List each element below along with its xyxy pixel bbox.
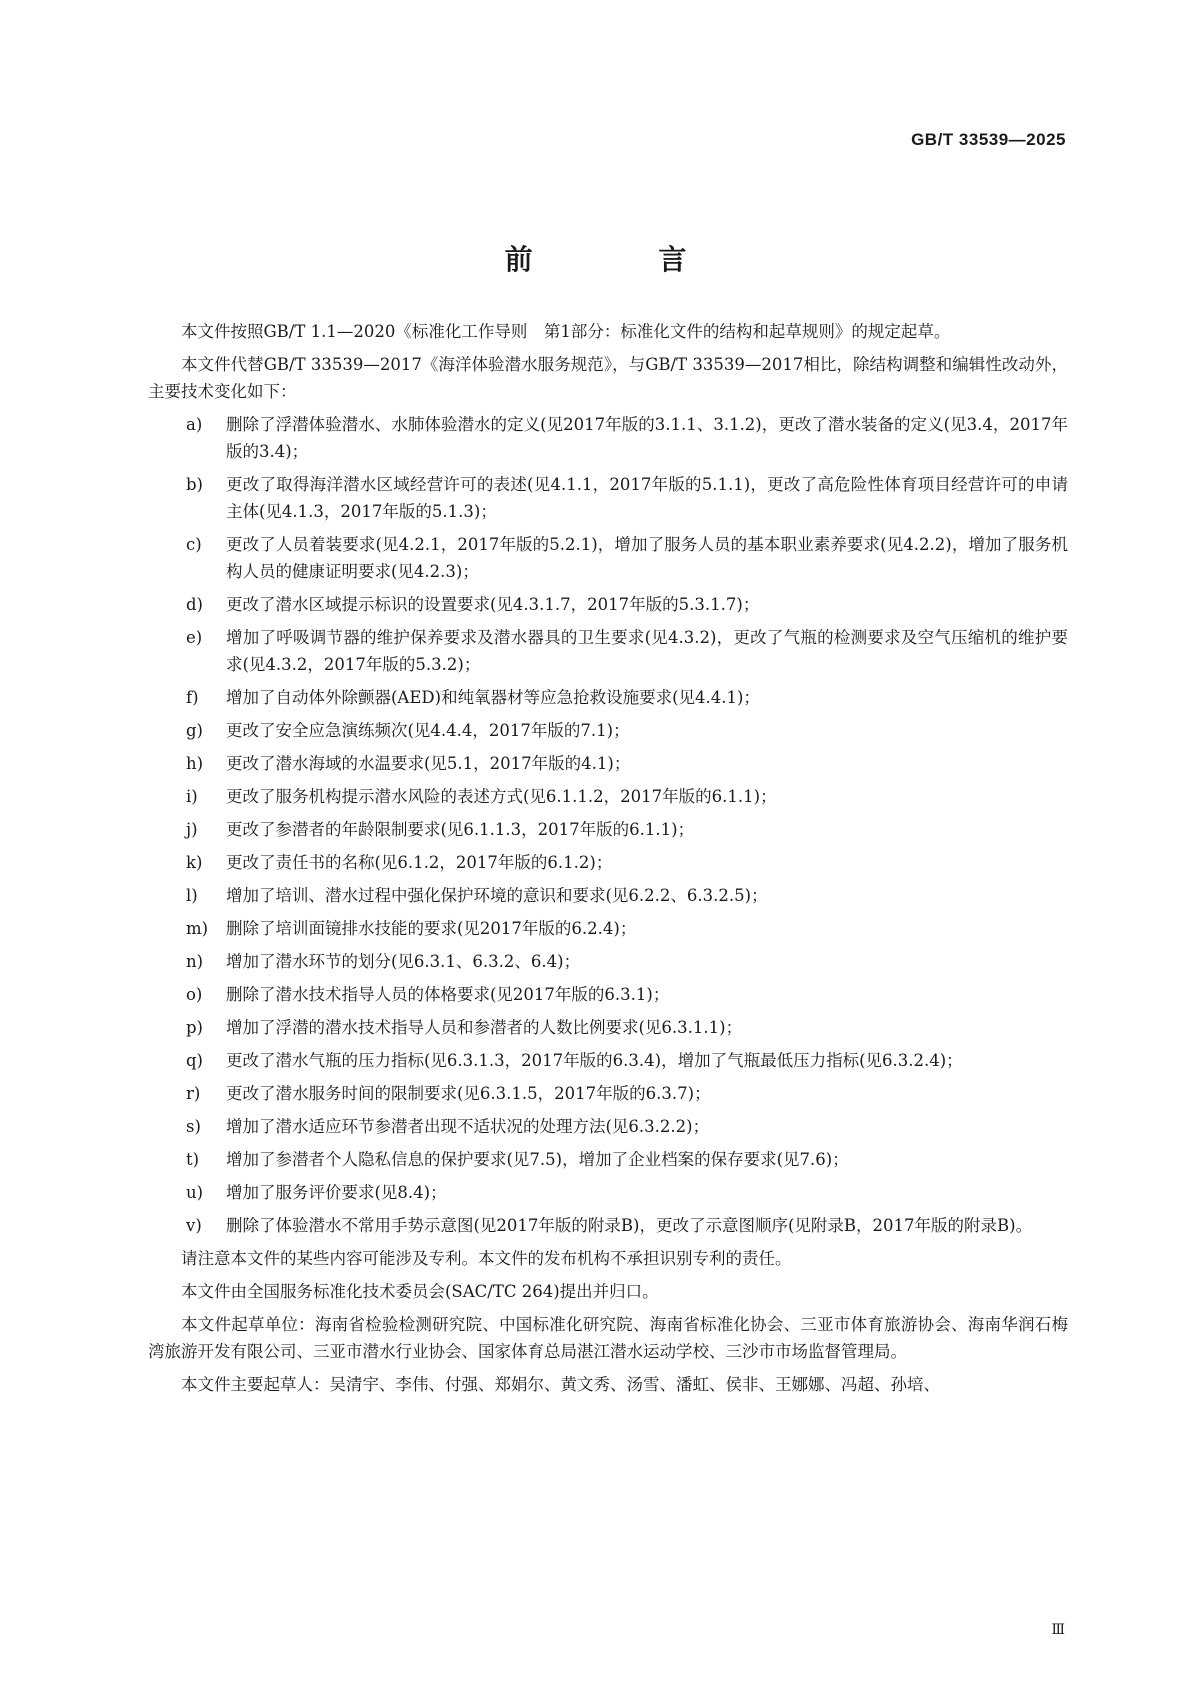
- list-item-text: 增加了参潜者个人隐私信息的保护要求(见7.5)，增加了企业档案的保存要求(见7.6)；: [226, 1150, 849, 1169]
- list-item: [148, 948, 1068, 975]
- list-item: [148, 1212, 1068, 1239]
- list-item: [148, 981, 1068, 1008]
- list-item: [148, 783, 1068, 810]
- list-item-text: 增加了自动体外除颤器(AED)和纯氧器材等应急抢救设施要求(见4.4.1)；: [226, 688, 760, 707]
- list-item-label: c): [186, 535, 202, 554]
- committee-statement: 本文件由全国服务标准化技术委员会(SAC/TC 264)提出并归口。: [181, 1282, 659, 1301]
- list-item-text: 增加了呼吸调节器的维护保养要求及潜水器具的卫生要求(见4.3.2)，更改了气瓶的检测要求及空气压缩机的维护要求(见4.3.2，2017年版的5.3.2)；: [226, 628, 1068, 674]
- list-item: [148, 816, 1068, 843]
- list-item-text: 更改了潜水区域提示标识的设置要求(见4.3.1.7，2017年版的5.3.1.7)；: [226, 595, 760, 614]
- list-item: [148, 882, 1068, 909]
- drafting-units: 本文件起草单位：海南省检验检测研究院、中国标准化研究院、海南省标准化协会、三亚市体育旅游协会、海南华润石梅湾旅游开发有限公司、三亚市潜水行业协会、国家体育总局湛江潜水运动学校、三沙市市场监督管理局。: [148, 1315, 1068, 1361]
- page-title: 前 言: [504, 243, 745, 276]
- list-item-text: 删除了培训面镜排水技能的要求(见2017年版的6.2.4)；: [226, 919, 637, 938]
- list-item: [148, 1047, 1068, 1074]
- page-number: Ⅲ: [1051, 1622, 1065, 1638]
- list-item-text: 增加了浮潜的潜水技术指导人员和参潜者的人数比例要求(见6.3.1.1)；: [226, 1018, 743, 1037]
- list-item: [148, 750, 1068, 777]
- list-item-text: 删除了体验潜水不常用手势示意图(见2017年版的附录B)，更改了示意图顺序(见附录B，2017年版的附录B)。: [226, 1216, 1033, 1235]
- list-item: [148, 531, 1068, 585]
- list-item: [148, 1080, 1068, 1107]
- list-item-label: l): [186, 886, 198, 905]
- list-item: [148, 471, 1068, 525]
- foreword-body: [148, 318, 1068, 1404]
- intro-paragraph: 本文件按照GB/T 1.1—2020《标准化工作导则 第1部分：标准化文件的结构和起草规则》的规定起草。: [181, 322, 951, 341]
- list-item: [148, 717, 1068, 744]
- list-item-text: 更改了责任书的名称(见6.1.2，2017年版的6.1.2)；: [226, 853, 613, 872]
- list-item-label: m): [186, 919, 209, 938]
- intro-paragraph: 本文件代替GB/T 33539—2017《海洋体验潜水服务规范》，与GB/T 33539—2017相比，除结构调整和编辑性改动外，主要技术变化如下：: [148, 355, 1068, 401]
- list-item-text: 更改了参潜者的年龄限制要求(见6.1.1.3，2017年版的6.1.1)；: [226, 820, 695, 839]
- changes-list: [148, 411, 1068, 1239]
- list-item-text: 更改了潜水服务时间的限制要求(见6.3.1.5，2017年版的6.3.7)；: [226, 1084, 711, 1103]
- list-item-text: 更改了安全应急演练频次(见4.4.4，2017年版的7.1)；: [226, 721, 630, 740]
- list-item-label: t): [186, 1150, 200, 1169]
- list-item-label: h): [186, 754, 204, 773]
- list-item: [148, 1179, 1068, 1206]
- list-item-text: 增加了培训、潜水过程中强化保护环境的意识和要求(见6.2.2、6.3.2.5)；: [226, 886, 768, 905]
- list-item: [148, 411, 1068, 465]
- list-item-text: 增加了服务评价要求(见8.4)；: [226, 1183, 447, 1202]
- document-code: GB/T 33539—2025: [911, 130, 1066, 149]
- list-item-label: s): [186, 1117, 201, 1136]
- list-item-label: a): [186, 415, 203, 434]
- list-item-text: 删除了浮潜体验潜水、水肺体验潜水的定义(见2017年版的3.1.1、3.1.2)，更改了潜水装备的定义(见3.4，2017年版的3.4)；: [226, 415, 1068, 461]
- list-item: [148, 1146, 1068, 1173]
- list-item-text: 删除了潜水技术指导人员的体格要求(见2017年版的6.3.1)；: [226, 985, 670, 1004]
- drafters: 本文件主要起草人：吴清宇、李伟、付强、郑娟尔、黄文秀、汤雪、潘虹、侯非、王娜娜、冯超、孙培、: [181, 1375, 940, 1394]
- list-item-text: 更改了潜水海域的水温要求(见5.1，2017年版的4.1)；: [226, 754, 631, 773]
- list-item: [148, 684, 1068, 711]
- list-item-label: e): [186, 628, 203, 647]
- list-item: [148, 915, 1068, 942]
- list-item-label: p): [186, 1018, 203, 1037]
- list-item-text: 更改了人员着装要求(见4.2.1，2017年版的5.2.1)，增加了服务人员的基本职业素养要求(见4.2.2)，增加了服务机构人员的健康证明要求(见4.2.3)；: [226, 535, 1068, 581]
- list-item-label: u): [186, 1183, 204, 1202]
- list-item-label: v): [186, 1216, 202, 1235]
- list-item-text: 更改了取得海洋潜水区域经营许可的表述(见4.1.1，2017年版的5.1.1)，更改了高危险性体育项目经营许可的申请主体(见4.1.3，2017年版的5.1.3)；: [226, 475, 1068, 521]
- list-item: [148, 1014, 1068, 1041]
- list-item-label: f): [186, 688, 199, 707]
- list-item-label: r): [186, 1084, 201, 1103]
- list-item-label: q): [186, 1051, 203, 1070]
- list-item: [148, 849, 1068, 876]
- list-item-label: o): [186, 985, 203, 1004]
- list-item-text: 更改了服务机构提示潜水风险的表述方式(见6.1.1.2，2017年版的6.1.1)；: [226, 787, 777, 806]
- list-item-label: j): [186, 820, 198, 839]
- list-item-label: k): [186, 853, 203, 872]
- list-item-label: n): [186, 952, 204, 971]
- list-item-label: d): [186, 595, 203, 614]
- list-item-label: b): [186, 475, 203, 494]
- list-item: [148, 591, 1068, 618]
- list-item: [148, 1113, 1068, 1140]
- list-item-label: g): [186, 721, 203, 740]
- list-item-text: 增加了潜水环节的划分(见6.3.1、6.3.2、6.4)；: [226, 952, 581, 971]
- list-item: [148, 624, 1068, 678]
- patent-notice: 请注意本文件的某些内容可能涉及专利。本文件的发布机构不承担识别专利的责任。: [181, 1249, 792, 1268]
- list-item-label: i): [186, 787, 198, 806]
- list-item-text: 更改了潜水气瓶的压力指标(见6.3.1.3，2017年版的6.3.4)，增加了气瓶最低压力指标(见6.3.2.4)；: [226, 1051, 963, 1070]
- list-item-text: 增加了潜水适应环节参潜者出现不适状况的处理方法(见6.3.2.2)；: [226, 1117, 710, 1136]
